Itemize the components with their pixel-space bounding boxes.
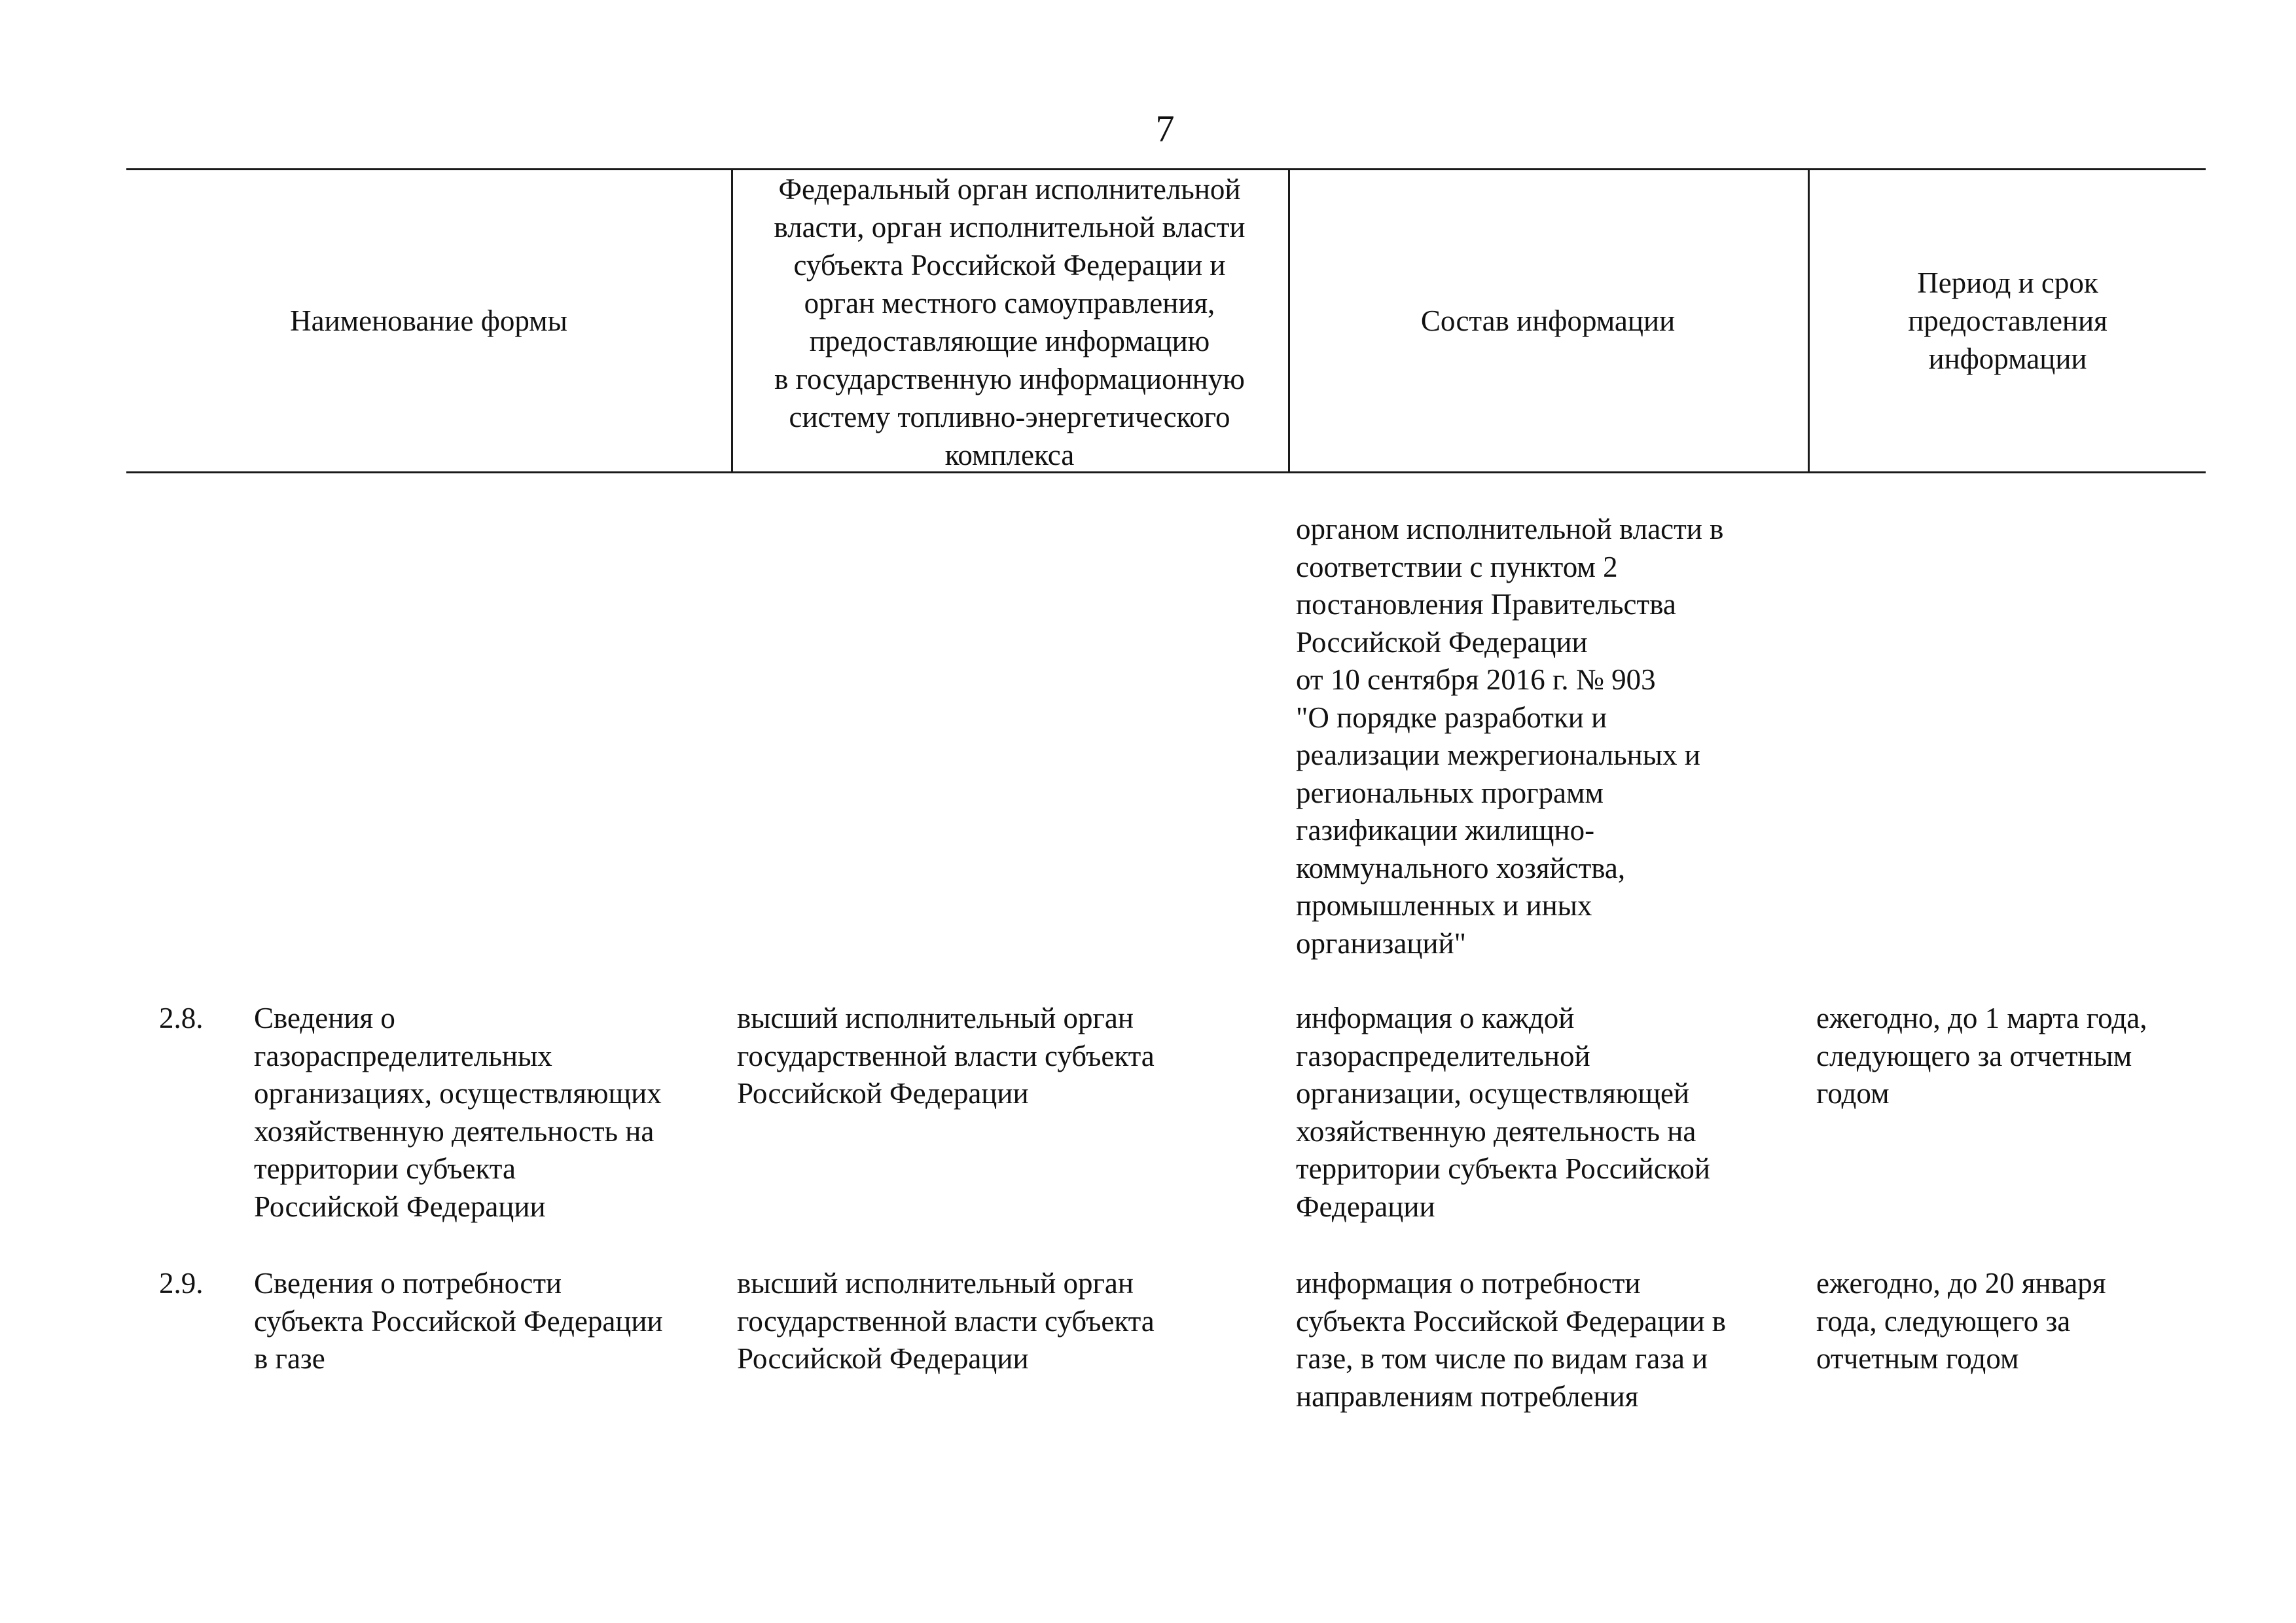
header-period: Период и срок предоставления информации bbox=[1908, 266, 2108, 375]
row-2-8-composition: информация о каждой газораспределительной организации, осуществляющей хозяйственную деятельность на территории субъекта Российской Федерации bbox=[1296, 1002, 1710, 1223]
row-2-9-number: 2.9. bbox=[159, 1267, 204, 1300]
row-2-9-authority: высший исполнительный орган государственной власти субъекта Российской Федерации bbox=[737, 1267, 1155, 1375]
row-2-9-composition: информация о потребности субъекта Российской Федерации в газе, в том числе по видам газа и направлениям потребления bbox=[1296, 1267, 1727, 1413]
row-2-9-form-name: Сведения о потребности субъекта Российской Федерации в газе bbox=[254, 1267, 663, 1375]
row-2-8-period: ежегодно, до 1 марта года, следующего за отчетным годом bbox=[1816, 1002, 2147, 1110]
row-2-8-number: 2.8. bbox=[159, 1002, 204, 1034]
continuation-composition: органом исполнительной власти в соответствии с пунктом 2 постановления Правительства Российской Федерации от 10 сентября 2016 г. № 903 "О порядке разработки и реализации межрегиональных и региональных программ газификации жилищно- коммунального хозяйства, промышленных и иных организаций" bbox=[1296, 513, 1724, 960]
header-authority: Федеральный орган исполнительной власти, орган исполнительной власти субъекта Российской Федерации и орган местного самоуправления, предоставляющие информацию в государственную информационную систему топливно-энергетического комплекса bbox=[774, 173, 1246, 471]
row-2-9-period: ежегодно, до 20 января года, следующего за отчетным годом bbox=[1816, 1267, 2106, 1375]
header-form-name: Наименование формы bbox=[290, 304, 567, 337]
header-composition: Состав информации bbox=[1420, 304, 1676, 337]
row-2-8-authority: высший исполнительный орган государственной власти субъекта Российской Федерации bbox=[737, 1002, 1155, 1110]
page-number: 7 bbox=[1155, 107, 1175, 150]
row-2-8-form-name: Сведения о газораспределительных организациях, осуществляющих хозяйственную деятельность на территории субъекта Российской Федерации bbox=[254, 1002, 662, 1223]
